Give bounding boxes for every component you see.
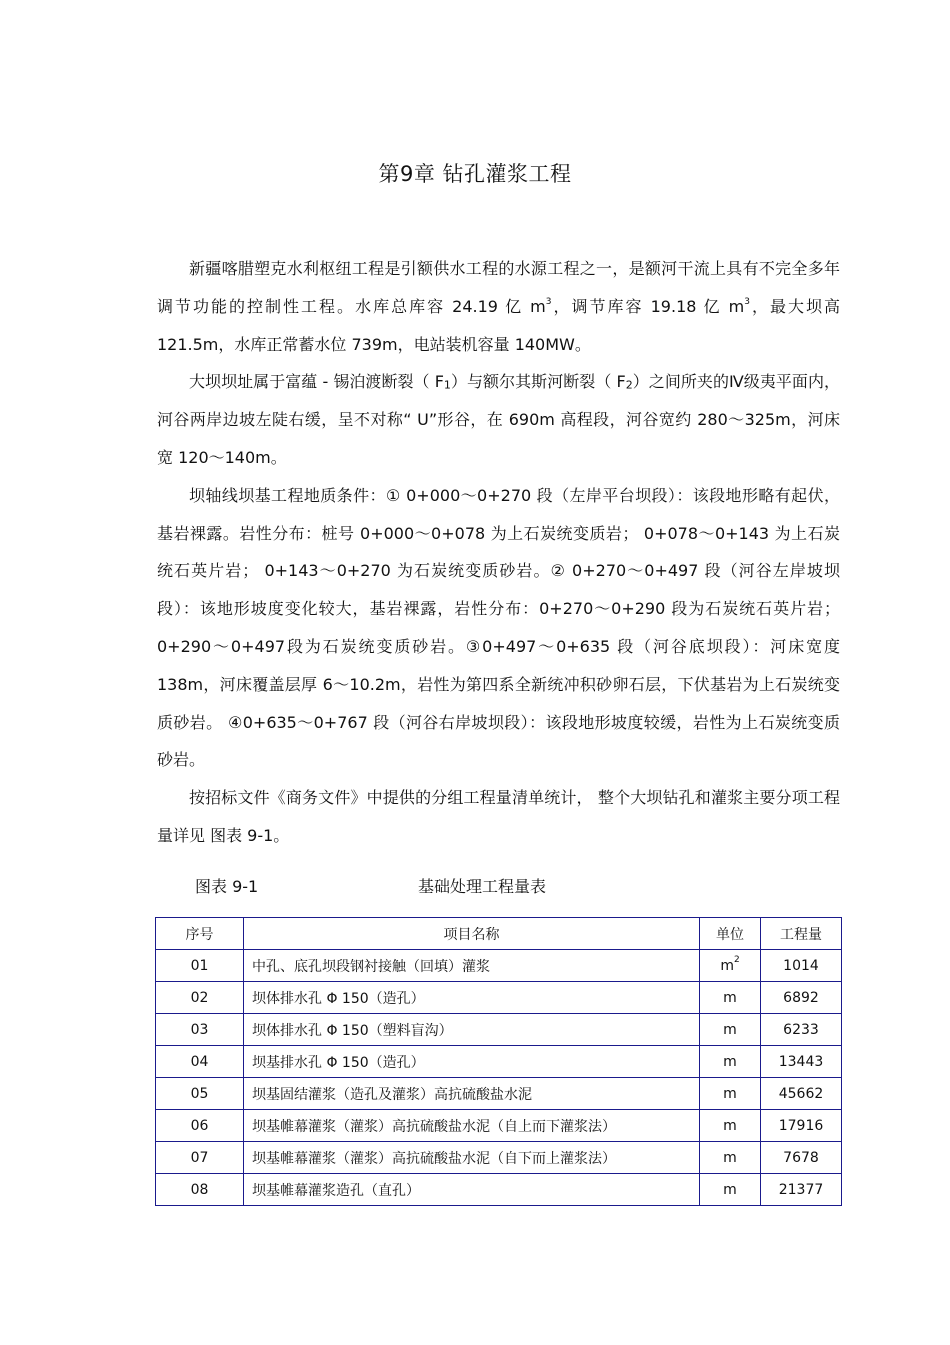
body-text <box>157 250 840 855</box>
row-no: 08 <box>156 1174 244 1206</box>
row-qty: 17916 <box>761 1110 842 1142</box>
table-row <box>156 1078 842 1110</box>
header-name: 项目名称 <box>244 918 700 950</box>
row-qty: 13443 <box>761 1046 842 1078</box>
table-caption-title: 基础处理工程量表 <box>418 877 547 896</box>
table-row <box>156 1014 842 1046</box>
row-unit: m <box>700 1046 761 1078</box>
row-qty: 7678 <box>761 1142 842 1174</box>
chapter-title: 第9章 钻孔灌浆工程 <box>378 162 572 186</box>
row-name: 坝基帷幕灌浆造孔（直孔） <box>244 1174 700 1206</box>
table-row <box>156 982 842 1014</box>
row-unit: m <box>700 1142 761 1174</box>
row-unit: m <box>700 982 761 1014</box>
row-qty: 1014 <box>761 950 842 982</box>
row-unit: $m^2$ <box>700 950 761 982</box>
row-unit: m <box>700 1078 761 1110</box>
row-no: 03 <box>156 1014 244 1046</box>
header-unit: 单位 <box>700 918 761 950</box>
row-no: 05 <box>156 1078 244 1110</box>
header-qty: 工程量 <box>761 918 842 950</box>
paragraph-geology: 坝轴线坝基工程地质条件：① 0+000～0+270 段（左岸平台坝段）：该段地形略有起伏，基岩裸露。岩性分布：桩号 0+000～0+078 为上石炭统变质岩； 0+078～0+143 为上石炭统石英片岩； 0+143～0+270 为石炭统变质砂岩。② 0+270～0+497 段（河谷左岸坡坝段）：该地形坡度变化较大，基岩裸露，岩性分布：0+270～0+290 段为石炭统石英片岩； 0+290～0+497段为石炭统变质砂岩。③0+497～0+635 段（河谷底坝段）：河床宽度 138m，河床覆盖层厚 6～10.2m，岩性为第四系全新统冲积砂卵石层，下伏基岩为上石炭统变质砂岩。 ④0+635～0+767 段（河谷右岸坡坝段）：该段地形坡度较缓，岩性为上石炭统变质砂岩。 <box>157 485 840 770</box>
row-no: 07 <box>156 1142 244 1174</box>
row-unit: m <box>700 1174 761 1206</box>
paragraph-dam-site: 大坝坝址属于富蕴 - 锡泊渡断裂（ $F_1$）与额尔其斯河断裂（ $F_2$）之间所夹的Ⅳ级夷平面内，河谷两岸边坡左陡右缓，呈不对称“ U”形谷，在 690m 高程段，河谷宽约 280～325m，河床宽 120～140m。 <box>157 372 840 467</box>
row-no: 02 <box>156 982 244 1014</box>
table-row <box>156 1174 842 1206</box>
row-name: 坝体排水孔 Φ 150（塑料盲沟） <box>244 1014 700 1046</box>
paragraph-quantities: 按招标文件《商务文件》中提供的分组工程量清单统计， 整个大坝钻孔和灌浆主要分项工程量详见 图表 9-1。 <box>157 788 840 845</box>
row-name: 坝基帷幕灌浆（灌浆）高抗硫酸盐水泥（自上而下灌浆法） <box>244 1110 700 1142</box>
row-unit: m <box>700 1014 761 1046</box>
row-qty: 45662 <box>761 1078 842 1110</box>
row-name: 中孔、底孔坝段钢衬接触（回填）灌浆 <box>244 950 700 982</box>
table-header-row <box>156 918 842 950</box>
table-caption-id: 图表 9-1 <box>195 877 259 896</box>
row-qty: 6892 <box>761 982 842 1014</box>
header-no: 序号 <box>156 918 244 950</box>
row-no: 01 <box>156 950 244 982</box>
row-name: 坝基排水孔 Φ 150（造孔） <box>244 1046 700 1078</box>
quantity-table <box>155 917 842 1206</box>
paragraph-project-overview: 新疆喀腊塑克水利枢纽工程是引额供水工程的水源工程之一，是额河干流上具有不完全多年调节功能的控制性工程。水库总库容 24.19 亿 $m^3$，调节库容 19.18 亿 $m^3$，最大坝高 121.5m，水库正常蓄水位 739m，电站装机容量 140MW。 <box>157 259 840 354</box>
row-no: 06 <box>156 1110 244 1142</box>
row-qty: 21377 <box>761 1174 842 1206</box>
row-qty: 6233 <box>761 1014 842 1046</box>
table-row <box>156 1110 842 1142</box>
row-name: 坝体排水孔 Φ 150（造孔） <box>244 982 700 1014</box>
row-no: 04 <box>156 1046 244 1078</box>
table-row <box>156 950 842 982</box>
table-row <box>156 1142 842 1174</box>
row-name: 坝基帷幕灌浆（灌浆）高抗硫酸盐水泥（自下而上灌浆法） <box>244 1142 700 1174</box>
row-unit: m <box>700 1110 761 1142</box>
table-row <box>156 1046 842 1078</box>
row-name: 坝基固结灌浆（造孔及灌浆）高抗硫酸盐水泥 <box>244 1078 700 1110</box>
